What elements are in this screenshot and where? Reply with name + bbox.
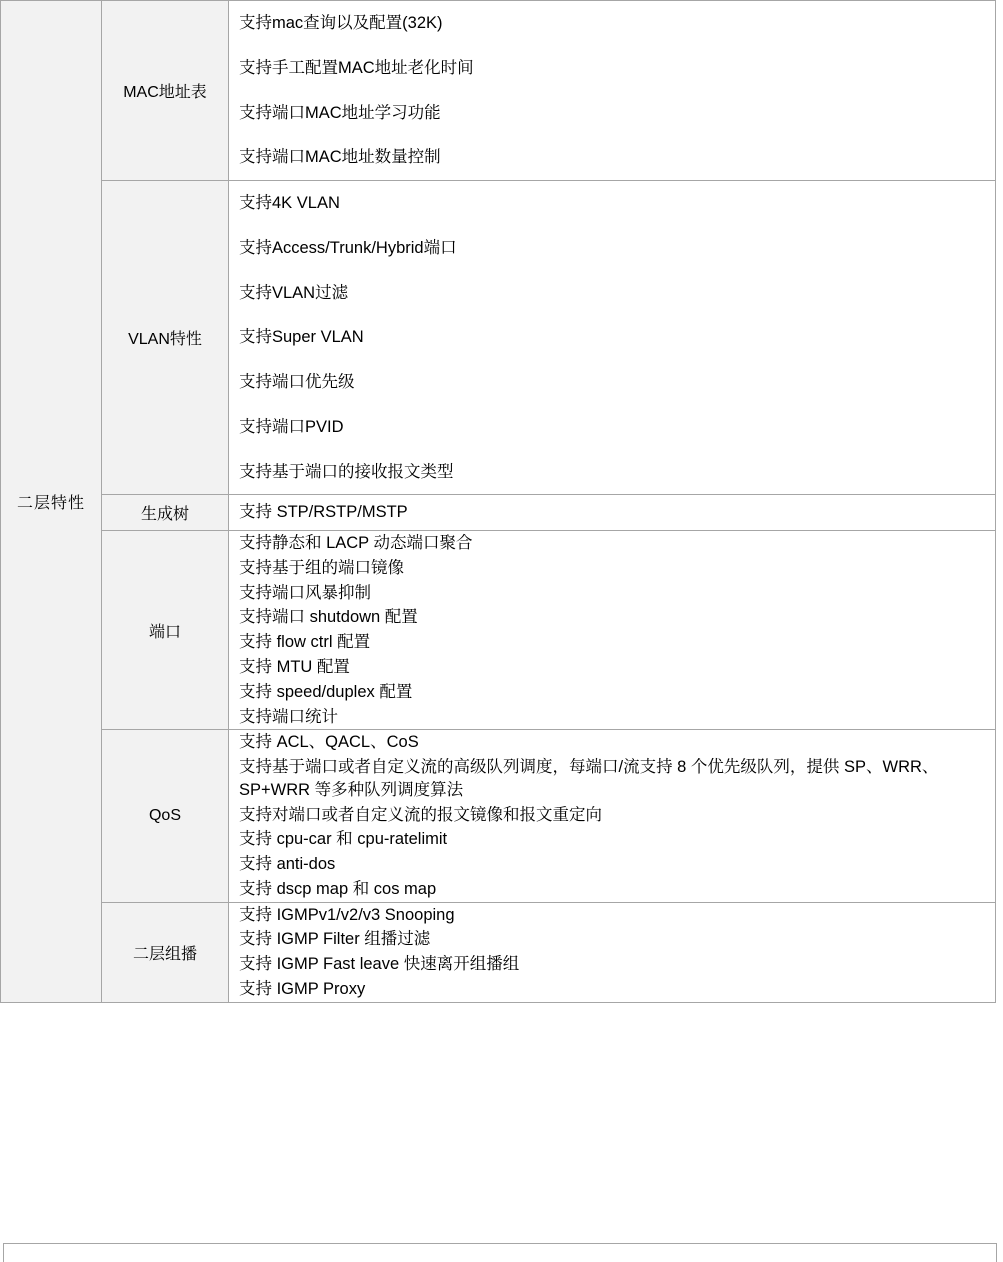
feature-list (229, 1, 995, 180)
list-item: 支持端口PVID (239, 417, 344, 436)
feature-list (229, 181, 995, 494)
list-item: 支持端口MAC地址数量控制 (239, 148, 441, 167)
feature-list (229, 903, 995, 1002)
list-item: 支持 IGMPv1/v2/v3 Snooping (239, 905, 455, 924)
items-cell-mac (229, 1, 996, 181)
table-row (1, 495, 996, 531)
list-item: 支持端口 shutdown 配置 (239, 608, 418, 627)
list-item: 支持Access/Trunk/Hybrid端口 (239, 238, 457, 257)
table-row (1, 531, 996, 730)
subcategory-cell-stp: 生成树 (102, 495, 229, 531)
table-row (1, 730, 996, 902)
list-item: 支持mac查询以及配置(32K) (239, 14, 443, 32)
list-item: 支持基于组的端口镜像 (239, 558, 404, 577)
feature-list (229, 730, 995, 901)
page-bottom-divider (3, 1243, 997, 1244)
list-item: 支持VLAN过滤 (239, 283, 349, 302)
list-item: 支持静态和 LACP 动态端口聚合 (239, 534, 473, 553)
list-item: 支持 speed/duplex 配置 (239, 682, 413, 701)
list-item: 支持手工配置MAC地址老化时间 (239, 58, 474, 77)
list-item: 支持 anti-dos (239, 855, 336, 874)
subcategory-cell-vlan: VLAN特性 (102, 181, 229, 495)
list-item: 支持基于端口的接收报文类型 (239, 462, 454, 481)
items-cell-qos (229, 730, 996, 902)
table-body (1, 1, 996, 1003)
items-cell-multicast (229, 902, 996, 1002)
table-row (1, 902, 996, 1002)
list-item: 支持Super VLAN (239, 328, 364, 347)
list-item: 支持 ACL、QACL、CoS (239, 733, 419, 752)
list-item: 支持 IGMP Filter 组播过滤 (239, 930, 431, 949)
subcategory-cell-multicast: 二层组播 (102, 902, 229, 1002)
subcategory-cell-qos: QoS (102, 730, 229, 902)
subcategory-cell-port: 端口 (102, 531, 229, 730)
list-item: 支持 IGMP Proxy (239, 979, 366, 998)
subcategory-cell-mac: MAC地址表 (102, 1, 229, 181)
list-item: 支持对端口或者自定义流的报文镜像和报文重定向 (239, 805, 602, 824)
category-cell: 二层特性 (1, 1, 102, 1003)
list-item: 支持基于端口或者自定义流的高级队列调度，每端口/流支持 8 个优先级队列，提供 SP、WRR、SP+WRR 等多种队列调度算法 (239, 758, 939, 799)
table-row (1, 181, 996, 495)
feature-list (229, 495, 995, 530)
list-item: 支持端口MAC地址学习功能 (239, 103, 441, 122)
list-item: 支持4K VLAN (239, 194, 340, 213)
list-item: 支持 cpu-car 和 cpu-ratelimit (239, 830, 448, 849)
list-item: 支持端口统计 (239, 707, 338, 726)
feature-list (229, 531, 995, 729)
items-cell-stp (229, 495, 996, 531)
list-item: 支持 dscp map 和 cos map (239, 879, 437, 898)
list-item: 支持端口风暴抑制 (239, 583, 371, 602)
items-cell-vlan (229, 181, 996, 495)
table-row (1, 1, 996, 181)
list-item: 支持 MTU 配置 (239, 658, 350, 677)
list-item: 支持 STP/RSTP/MSTP (239, 503, 408, 522)
list-item: 支持 IGMP Fast leave 快速离开组播组 (239, 955, 520, 974)
items-cell-port (229, 531, 996, 730)
list-item: 支持端口优先级 (239, 373, 355, 392)
page-bottom-left-edge (3, 1243, 4, 1262)
page-bottom-right-edge (996, 1243, 997, 1262)
list-item: 支持 flow ctrl 配置 (239, 633, 371, 652)
